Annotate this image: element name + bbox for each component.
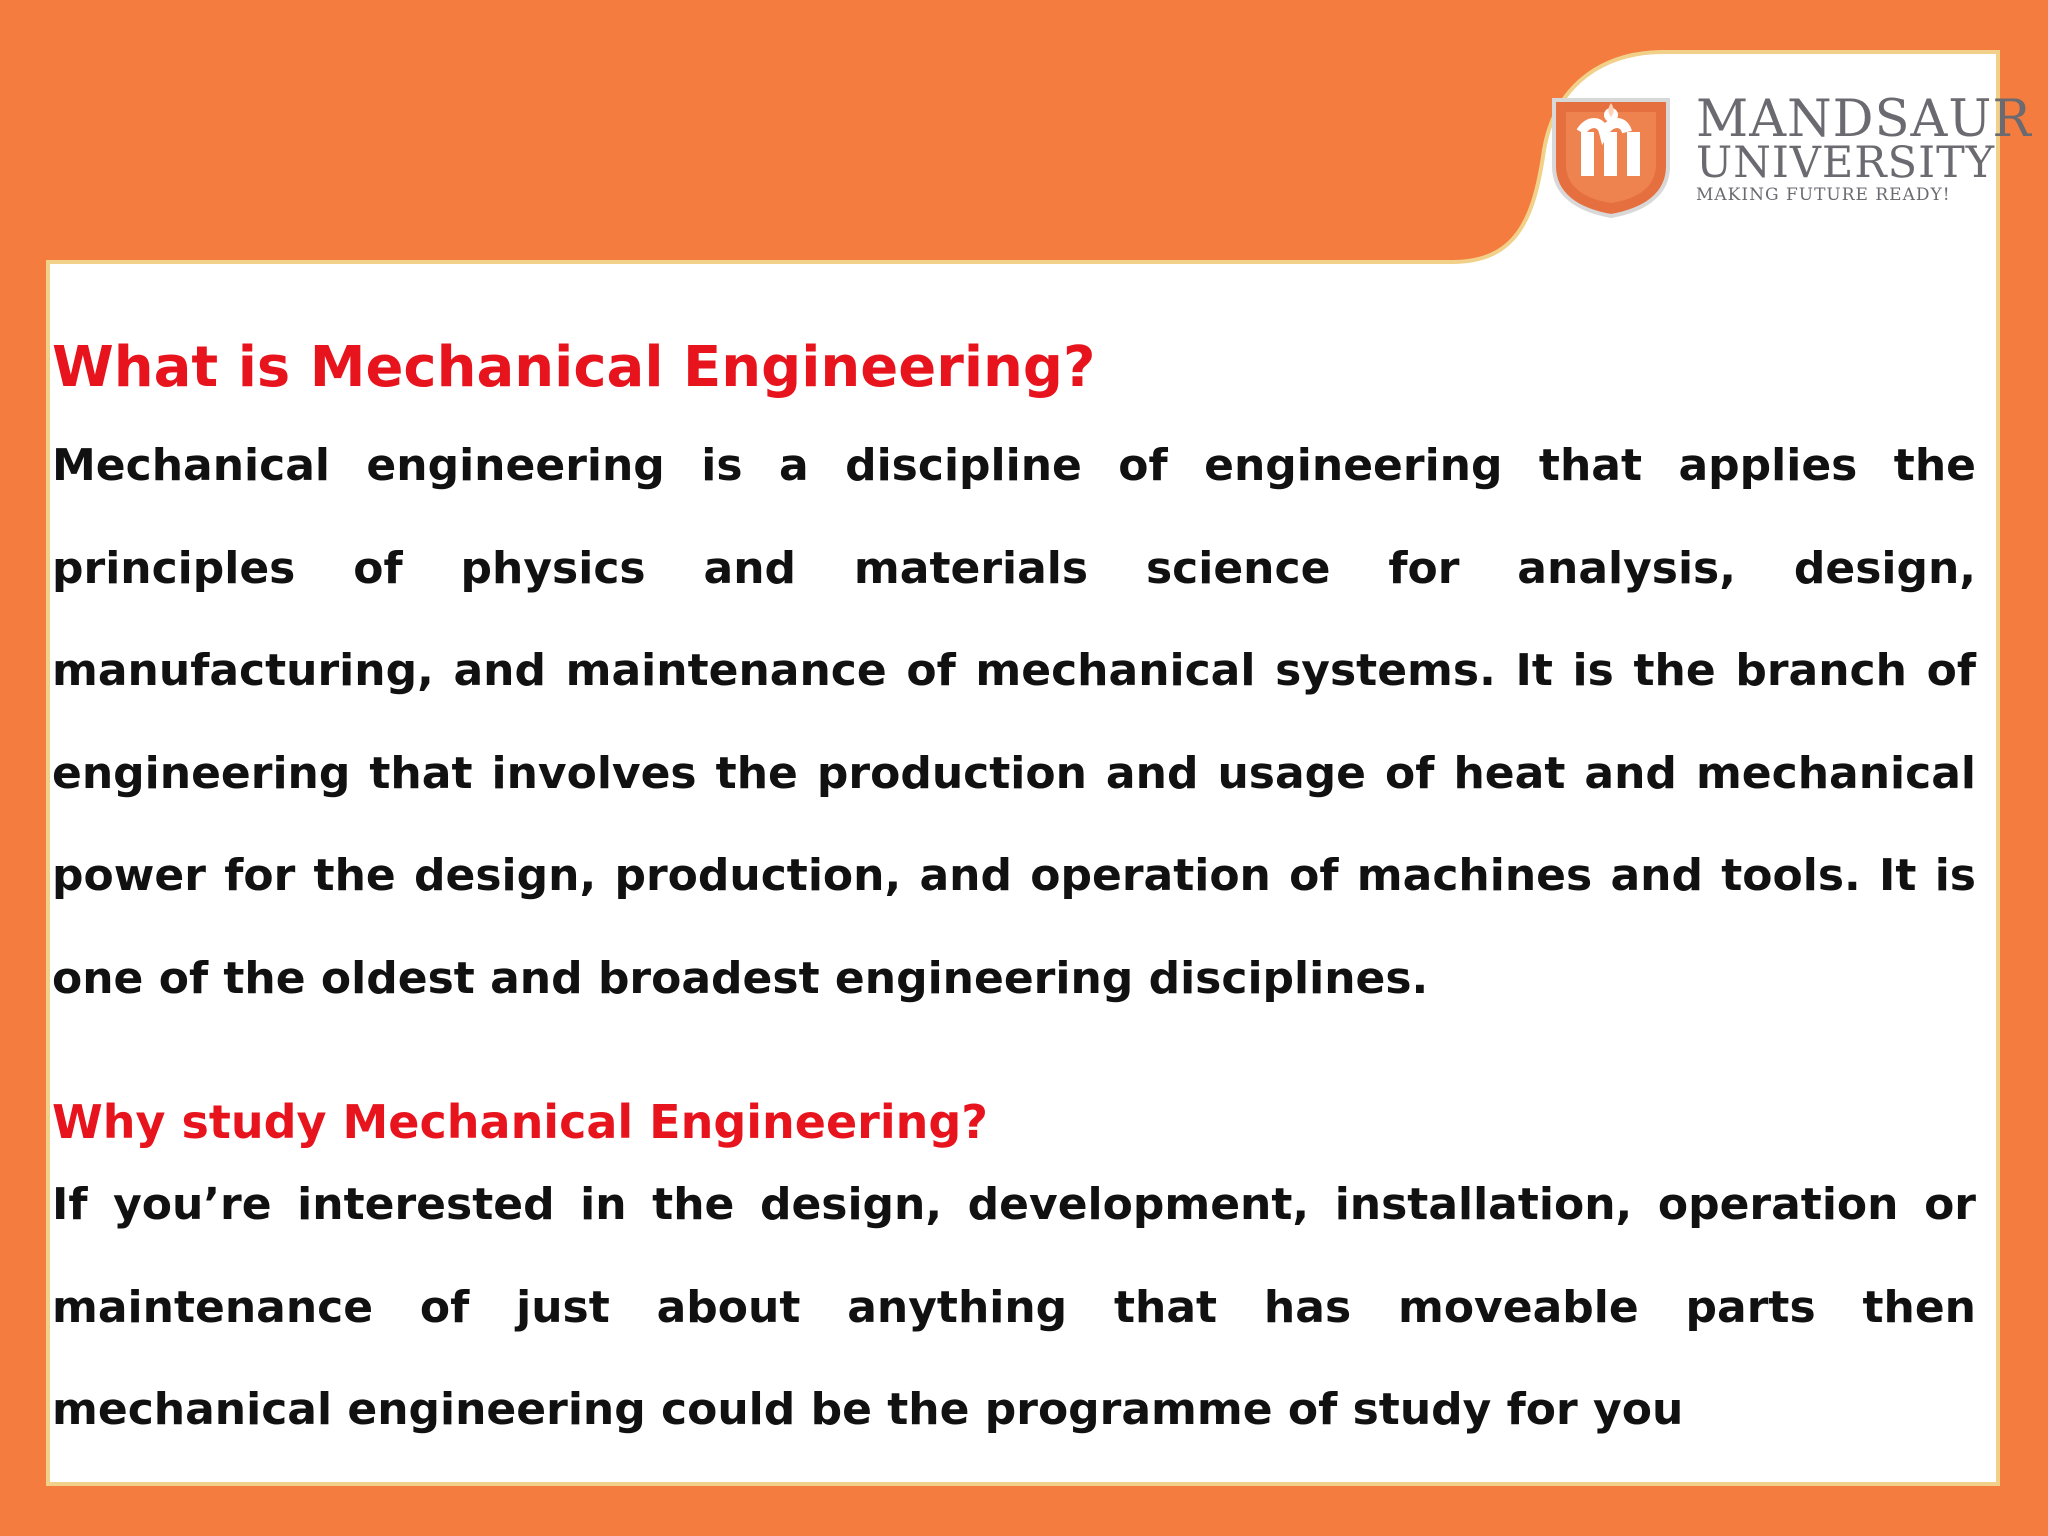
section-body-definition: Mechanical engineering is a discipline of engineering that applies the principles of physics and materials science for analysis, design, manufacturing, and maintenance of mechanical systems. It is the branch of engineering that involves the production and usage of heat and mechanical power for the design, production, and operation of machines and tools. It is one of the oldest and broadest engineering disciplines. xyxy=(52,440,1976,1004)
section-heading-why-study: Why study Mechanical Engineering? xyxy=(52,1095,988,1149)
logo-subtitle: UNIVERSITY xyxy=(1696,138,1996,188)
university-shield-icon xyxy=(1548,92,1674,218)
slide-content xyxy=(52,321,1976,1462)
mandsaur-university-logo xyxy=(1548,90,2032,222)
section-body-why-study: If you’re interested in the design, development, installation, operation or maintenance of just about anything that has moveable parts then mechanical engineering could be the programme of study for you xyxy=(52,1179,1976,1435)
section-heading-what-is-mechanical-engineering: What is Mechanical Engineering? xyxy=(52,335,1096,400)
logo-text-block xyxy=(1696,90,2032,205)
logo-name: MANDSAUR xyxy=(1696,90,2032,149)
logo-tagline: MAKING FUTURE READY! xyxy=(1696,185,1951,205)
